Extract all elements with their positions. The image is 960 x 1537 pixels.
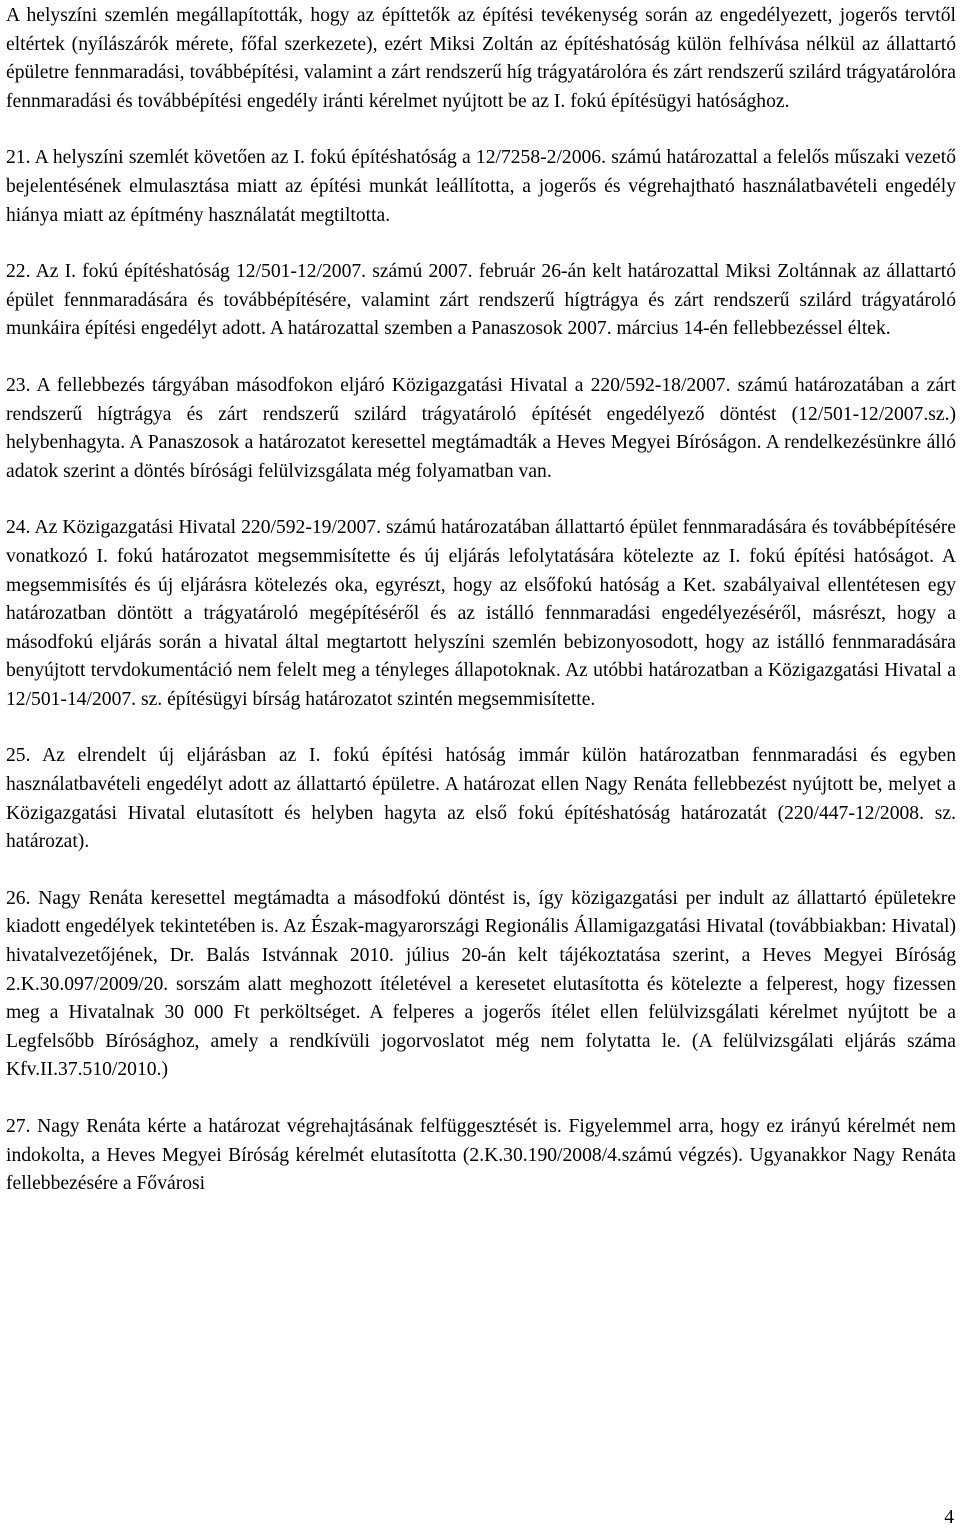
paragraph-intro: A helyszíni szemlén megállapították, hogy az építtetők az építési tevékenység során az engedélyezett, jogerős tervtől eltértek (nyílászárók mérete, főfal szerkezete), ezért Miksi Zoltán az építéshatóság külön felhívása nélkül az állattartó épületre fennmaradási, továbbépítési, valamint a zárt rendszerű híg trágyatárolóra és zárt rendszerű szilárd trágyatárolóra fennmaradási és továbbépítési engedély iránti kérelmet nyújtott be az I. fokú építésügyi hatósághoz.	[6, 5, 956, 112]
page-number: 4	[944, 1507, 954, 1528]
document-page	[6, 2, 956, 1199]
paragraph-25: 25. Az elrendelt új eljárásban az I. fokú építési hatóság immár külön határozatban fennmaradási és egyben használatbavételi engedélyt adott az állattartó épületre. A határozat ellen Nagy Renáta fellebbezést nyújtott be, melyet a Közigazgatási Hivatal elutasított és helyben hagyta az első fokú építéshatóság határozatát (220/447-12/2008. sz. határozat).	[6, 745, 956, 853]
paragraph-22: 22. Az I. fokú építéshatóság 12/501-12/2007. számú 2007. február 26-án kelt határozattal Miksi Zoltánnak az állattartó épület fennmaradására és továbbépítésére, valamint zárt rendszerű hígtrágya és zárt rendszerű szilárd trágyatároló munkáira építési engedélyt adott. A határozattal szemben a Panaszosok 2007. március 14-én fellebbezéssel éltek.	[6, 261, 956, 340]
paragraph-26: 26. Nagy Renáta keresettel megtámadta a másodfokú döntést is, így közigazgatási per indult az állattartó épületekre kiadott engedélyek tekintetében is. Az Észak-magyarországi Regionális Államigazgatási Hivatal (továbbiakban: Hivatal) hivatalvezetőjének, Dr. Balás Istvánnak 2010. július 20-án kelt tájékoztatása szerint, a Heves Megyei Bíróság 2.K.30.097/2009/20. sorszám alatt meghozott ítéletével a keresetet elutasította és kötelezte a felperest, hogy fizessen meg a Hivatalnak 30 000 Ft perköltséget. A felperes a jogerős ítélet ellen felülvizsgálati kérelmet nyújtott be a Legfelsőbb Bírósághoz, amely a rendkívüli jogorvoslatot még nem folytatta le. (A felülvizsgálati eljárás száma Kfv.II.37.510/2010.)	[6, 887, 956, 1081]
paragraph-27: 27. Nagy Renáta kérte a határozat végrehajtásának felfüggesztését is. Figyelemmel arra, hogy ez irányú kérelmét nem indokolta, a Heves Megyei Bíróság kérelmét elutasította (2.K.30.190/2008/4.számú végzés). Ugyanakkor Nagy Renáta fellebbezésére a Fővárosi	[6, 1116, 956, 1195]
paragraph-24: 24. Az Közigazgatási Hivatal 220/592-19/2007. számú határozatában állattartó épület fennmaradására és továbbépítésére vonatkozó I. fokú határozatot megsemmisítette és új eljárás lefolytatására kötelezte az I. fokú építési hatóságot. A megsemmisítés és új eljárásra kötelezés oka, egyrészt, hogy az elsőfokú hatóság a Ket. szabályaival ellentétesen egy határozatban döntött a trágyatároló megépítéséről és az istálló fennmaradási engedélyezéséről, másrészt, hogy a másodfokú eljárás során a hivatal által megtartott helyszíni szemlén bebizonyosodott, hogy az istálló fennmaradására benyújtott tervdokumentáció nem felelt meg a tényleges állapotoknak. Az utóbbi határozatban a Közigazgatási Hivatal a 12/501-14/2007. sz. építésügyi bírság határozatot szintén megsemmisítette.	[6, 517, 956, 710]
paragraph-23: 23. A fellebbezés tárgyában másodfokon eljáró Közigazgatási Hivatal a 220/592-18/2007. számú határozatában a zárt rendszerű hígtrágya és zárt rendszerű szilárd trágyatároló építését engedélyező döntést (12/501-12/2007.sz.) helybenhagyta. A Panaszosok a határozatot keresettel megtámadták a Heves Megyei Bíróságon. A rendelkezésünkre álló adatok szerint a döntés bírósági felülvizsgálata még folyamatban van.	[6, 374, 956, 482]
paragraph-21: 21. A helyszíni szemlét követően az I. fokú építéshatóság a 12/7258-2/2006. számú határozattal a felelős műszaki vezető bejelentésének elmulasztása miatt az építési munkát leállította, a jogerős és végrehajtható használatbavételi engedély hiánya miatt az építmény használatát megtiltotta.	[6, 147, 956, 226]
